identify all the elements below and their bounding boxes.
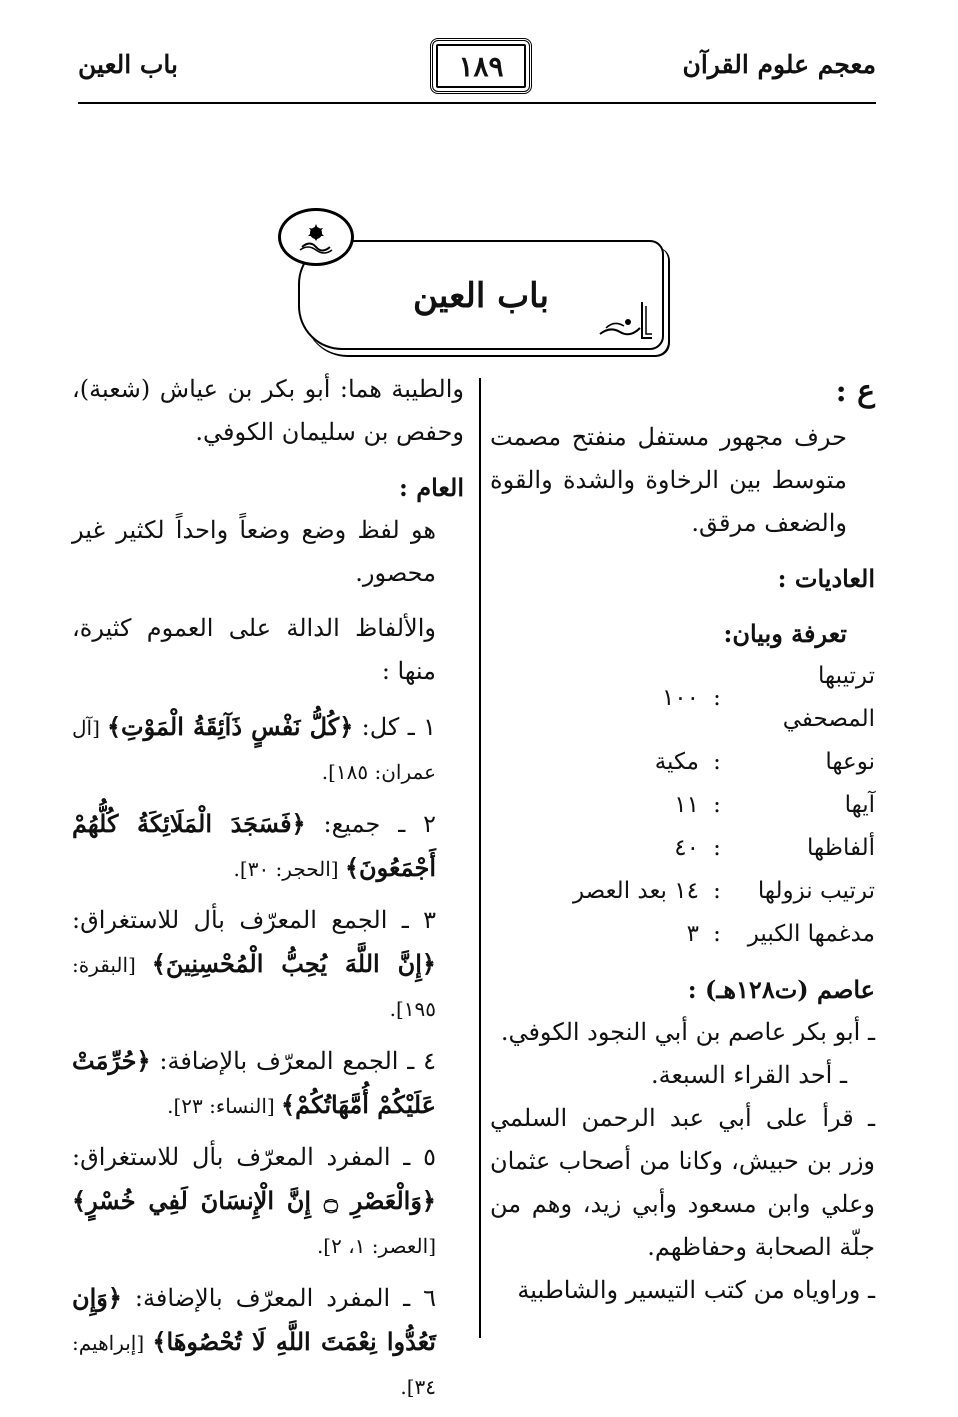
quran-verse: ﴿وَالْعَصْرِ ۝ إِنَّ الْإِنسَانَ لَفِي خُسْرٍ﴾ (72, 1186, 436, 1215)
book-title: معجم علوم القرآن (682, 50, 876, 79)
verse-reference: [إبراهيم: ٣٤]. (72, 1331, 436, 1399)
facts-colon: : (713, 684, 721, 711)
item-label: ٢ ـ جميع: (305, 810, 436, 838)
quran-verse: ﴿كُلُّ نَفْسٍ ذَآئِقَةُ الْمَوْتِ﴾ (106, 712, 354, 741)
asim-bio-3: ـ قرأ على أبي عبد الرحمن السلمي وزر بن حبيش، وكانا من أصحاب عثمان وعلي وابن مسعود وأبي زيد، وهم من جلّة الصحابة وحفاظهم. (490, 1104, 875, 1261)
item-label: ٣ ـ الجمع المعرّف بأل للاستغراق: (72, 906, 436, 934)
header-rule (78, 102, 876, 104)
facts-row (490, 655, 875, 741)
list-item (72, 1039, 464, 1128)
facts-colon: : (713, 749, 721, 775)
facts-value: مكية (654, 749, 699, 775)
column-divider (479, 378, 481, 1338)
list-item (72, 899, 464, 1031)
chapter-title: باب العين (412, 276, 550, 316)
facts-row (490, 827, 875, 870)
verse-reference: [الحجر: ٣٠]. (233, 857, 345, 881)
facts-key: ترتيبها المصحفي (782, 663, 875, 732)
facts-colon: : (713, 878, 721, 904)
facts-value: ٣ (686, 921, 699, 947)
corner-ornament-icon (596, 298, 656, 340)
running-header (0, 38, 958, 108)
facts-row (490, 784, 875, 827)
facts-row (490, 913, 875, 956)
continuation-text: والطيبة هما: أبو بكر بن عياش (شعبة)، وحفص بن سليمان الكوفي. (72, 375, 464, 446)
right-column (490, 368, 875, 1312)
asim-bio-4: ـ وراوياه من كتب التيسير والشاطبية (517, 1276, 875, 1304)
facts-key: ترتيب نزولها (757, 878, 875, 904)
quran-verse: ﴿حُرِّمَتْ عَلَيْكُمْ أُمَّهَاتُكُمْ﴾ (72, 1046, 436, 1119)
adiyat-subheading: تعرفة وبيان: (723, 619, 847, 648)
adiyat-heading: العاديات : (777, 564, 875, 593)
chapter-name: باب العين (78, 50, 179, 79)
ain-heading: ع : (835, 374, 875, 409)
facts-row (490, 870, 875, 913)
list-item (72, 1136, 464, 1268)
quran-verse: ﴿وَإِن تَعُدُّوا نِعْمَتَ اللَّهِ لَا تُحْصُوهَا﴾ (72, 1283, 436, 1356)
item-label: ٦ ـ المفرد المعرّف بالإضافة: (121, 1284, 436, 1312)
asim-bio-2: ـ أحد القراء السبعة. (650, 1061, 847, 1089)
aam-intro: والألفاظ الدالة على العموم كثيرة، منها : (72, 614, 436, 685)
item-label: ٤ ـ الجمع المعرّف بالإضافة: (150, 1047, 436, 1075)
verse-reference: [البقرة: ١٩٥]. (72, 953, 436, 1021)
ain-definition: حرف مجهور مستفل منفتح مصمت متوسط بين الرخاوة والشدة والقوة والضعف مرقق. (490, 423, 847, 537)
facts-key: نوعها (825, 749, 875, 775)
verse-reference: [آل عمران: ١٨٥]. (72, 716, 436, 784)
verse-reference: [العصر: ١، ٢]. (316, 1234, 436, 1258)
facts-key: آيها (844, 792, 875, 818)
page-number: ١٨٩ (430, 38, 532, 94)
facts-value: ١٤ بعد العصر (572, 878, 699, 904)
verse-reference: [النساء: ٢٣]. (167, 1094, 282, 1118)
left-column (72, 368, 464, 1417)
list-item (72, 1276, 464, 1409)
floral-medallion-icon (278, 208, 354, 266)
facts-key: مدغمها الكبير (747, 921, 875, 947)
list-item (72, 802, 464, 891)
facts-value: ١٠٠ (661, 684, 699, 711)
item-label: ١ ـ كل: (353, 713, 436, 741)
facts-colon: : (713, 835, 721, 861)
aam-definition: هو لفظ وضع وضعاً واحداً لكثير غير محصور. (72, 516, 436, 587)
facts-row (490, 741, 875, 784)
facts-colon: : (713, 921, 721, 947)
item-label: ٥ ـ المفرد المعرّف بأل للاستغراق: (72, 1143, 436, 1171)
facts-value: ٤٠ (674, 835, 699, 861)
quran-verse: ﴿فَسَجَدَ الْمَلَائِكَةُ كُلُّهُمْ أَجْمَعُونَ﴾ (72, 809, 436, 882)
facts-key: ألفاظها (807, 835, 875, 861)
asim-bio-1: ـ أبو بكر عاصم بن أبي النجود الكوفي. (500, 1018, 875, 1046)
asim-heading: عاصم (ت١٢٨هـ) : (687, 975, 875, 1004)
surah-facts-table (490, 655, 875, 956)
facts-colon: : (713, 792, 721, 818)
aam-heading: العام : (399, 473, 464, 502)
list-item (72, 705, 464, 794)
quran-verse: ﴿إِنَّ اللَّهَ يُحِبُّ الْمُحْسِنِينَ﴾ (151, 949, 436, 978)
facts-value: ١١ (674, 792, 699, 818)
